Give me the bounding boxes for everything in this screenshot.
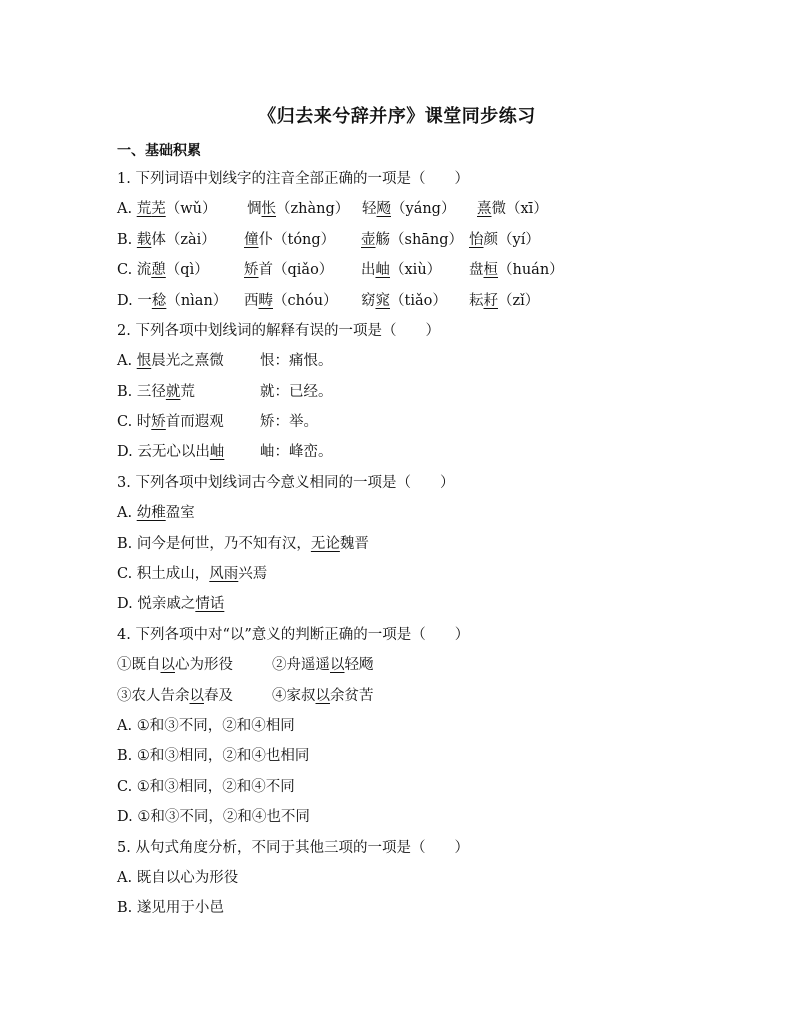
question-5-stem: 5. 从句式角度分析，不同于其他三项的一项是（ ） [117,840,469,856]
q4-sentences-1: ①既自以心为形役 ②舟遥遥以轻飏 [117,657,374,673]
q4-option-c: C. ①和③相同，②和④不同 [117,779,295,795]
q4-option-d: D. ①和③不同，②和④也不同 [117,809,310,825]
q1-option-d: D. 一稔（nìan） 西畴（chóu） 窈窕（tiǎo） 耘耔（zǐ） [117,293,540,309]
q1-option-c: C. 流憩（qì） 矫首（qiǎo） 出岫（xiù） 盘桓（huán） [117,262,564,278]
q4-sentences-2: ③农人告余以春及 ④家叔以余贫苦 [117,688,374,704]
q3-option-c: C. 积土成山，风雨兴焉 [117,566,268,582]
q2-option-d: D. 云无心以出岫 岫：峰峦。 [117,444,333,460]
question-3-stem: 3. 下列各项中划线词古今意义相同的一项是（ ） [117,475,455,491]
q1-option-b: B. 载体（zài） 僮仆（tóng） 壶觞（shāng） 怡颜（yí） [117,232,540,248]
q4-option-a: A. ①和③不同，②和④相同 [117,718,295,734]
q4-option-b: B. ①和③相同，②和④也相同 [117,748,310,764]
q2-option-c: C. 时矫首而遐观 矫：举。 [117,414,318,430]
q5-option-b: B. 遂见用于小邑 [117,900,224,916]
page-title: 《归去来兮辞并序》课堂同步练习 [258,106,536,127]
question-4-stem: 4. 下列各项中对“以”意义的判断正确的一项是（ ） [117,627,470,643]
q3-option-b: B. 问今是何世，乃不知有汉，无论魏晋 [117,536,369,552]
q3-option-d: D. 悦亲戚之情话 [117,596,225,612]
q5-option-a: A. 既自以心为形役 [117,870,239,886]
q3-option-a: A. 幼稚盈室 [117,505,195,521]
question-1-stem: 1. 下列词语中划线字的注音全部正确的一项是（ ） [117,171,469,187]
q1-option-a: A. 荒芜（wǔ） 惆怅（zhàng） 轻飏（yáng） 熹微（xī） [117,201,548,217]
question-2-stem: 2. 下列各项中划线词的解释有误的一项是（ ） [117,323,440,339]
section-heading: 一、基础积累 [117,143,201,159]
q2-option-b: B. 三径就荒 就：已经。 [117,384,333,400]
q2-option-a: A. 恨晨光之熹微 恨：痛恨。 [117,353,333,369]
